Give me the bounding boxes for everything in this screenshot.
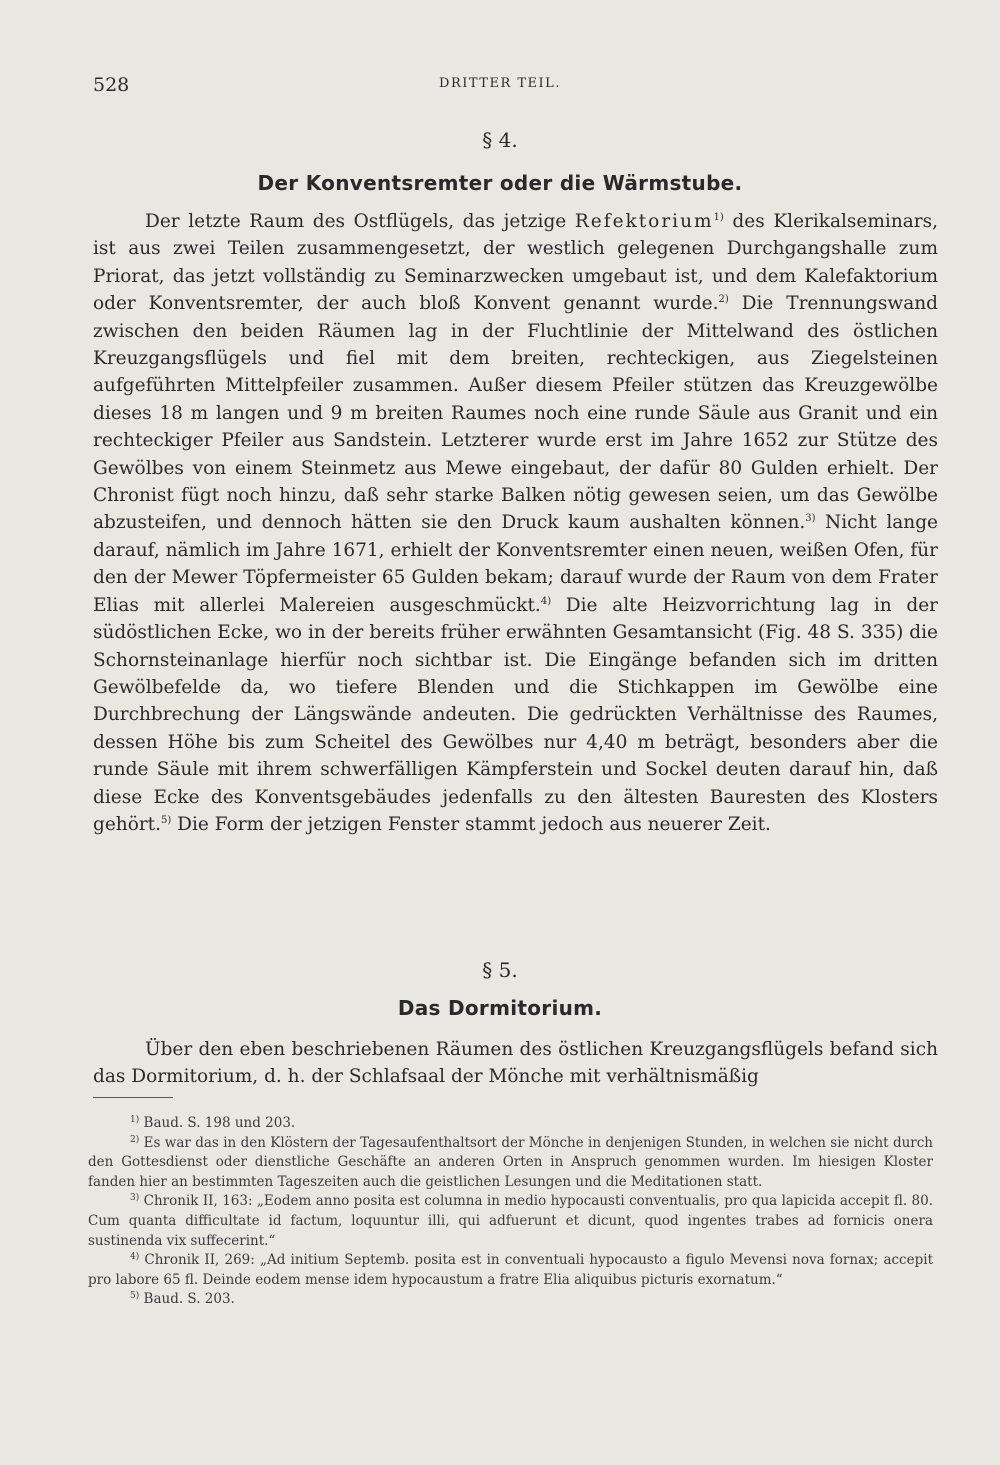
page-number: 528 — [93, 74, 130, 96]
text-run: Nicht lange darauf, nämlich im Jahre 1671, erhielt der Konventsremter einen neuen, weißen Ofen, für den der Mewer Töpfermeister 65 Gulden bekam; darauf wurde der Raum von dem Frater Elias mit allerlei Malereien ausgeschmückt. — [93, 512, 939, 616]
section-4-paragraph — [93, 208, 938, 838]
footnote-mark: 3) — [130, 1193, 140, 1204]
footnote-divider — [93, 1097, 173, 1098]
text-run: des Klerikalseminars, ist aus zwei Teilen zusammengesetzt, der westlich gelegenen Durchgangshalle zum Priorat, das jetzt vollständig zu Seminarzwecken umgebaut ist, und dem Kalefaktorium oder Konventsremter, der auch bloß Konvent genannt wurde. — [93, 211, 938, 315]
footnote-4 — [88, 1251, 933, 1290]
section-4-number: § 4. — [482, 128, 518, 152]
section-4-body — [93, 208, 938, 838]
footnote-3 — [88, 1192, 933, 1251]
footnote-text: Baud. S. 203. — [139, 1291, 235, 1308]
section-4-title: Der Konventsremter oder die Wärmstube. — [257, 171, 743, 195]
footnote-text: Chronik II, 269: „Ad initium Septemb. posita est in conventuali hypocausto a figulo Mevensi nova fornax; accepit pro labore 65 fl. Deinde eodem mense idem hypocaustum a fratre Elia aliquibus picturis exornatum.“ — [88, 1252, 933, 1288]
footnote-ref-1[interactable]: 1) — [713, 212, 724, 223]
page-header — [0, 74, 1000, 98]
section-5-paragraph: Über den eben beschriebenen Räumen des östlichen Kreuzgangsflügels befand sich das Dormitorium, d. h. der Schlafsaal der Mönche mit verhältnismäßig — [93, 1039, 938, 1088]
section-5-body — [93, 1036, 938, 1091]
footnote-mark: 4) — [130, 1252, 140, 1263]
footnote-5 — [88, 1290, 933, 1310]
footnote-2 — [88, 1134, 933, 1193]
footnotes — [88, 1114, 933, 1310]
footnote-mark: 1) — [130, 1115, 140, 1125]
footnote-text: Es war das in den Klöstern der Tagesaufenthaltsort der Mönche in denjenigen Stunden, in welchen sie nicht durch den Gottesdienst oder dienstliche Geschäfte an anderen Orten in Anspruch genommen wurden. Im hiesigen Kloster fanden hier an bestimmten Tageszeiten auch die geistlichen Lesungen und die Meditationen statt. — [88, 1134, 933, 1190]
text-run: Die Form der jetzigen Fenster stammt jedoch aus neuerer Zeit. — [171, 813, 771, 835]
footnote-mark: 2) — [130, 1134, 140, 1145]
footnote-text: Chronik II, 163: „Eodem anno posita est columna in medio hypocausti conventualis, pro qua lapicida accepit fl. 80. Cum quanta difficultate id factum, loquuntur illi, qui adfuerunt et dicunt, quod ingentes trabes ad fornicis onera sustinenda vix suffecerint.“ — [88, 1193, 933, 1249]
section-5-title: Das Dormitorium. — [397, 996, 603, 1020]
footnote-ref-2[interactable]: 2) — [718, 294, 729, 306]
text-run: Der letzte Raum des Ostflügels, das jetzige — [145, 211, 575, 232]
running-head: DRITTER TEIL. — [439, 76, 561, 91]
text-run: Die Trennungswand zwischen den beiden Räumen lag in der Fluchtlinie der Mittelwand des östlichen Kreuzgangsflügels und fiel mit dem breiten, rechteckigen, aus Ziegelsteinen aufgeführten Mittelpfeiler zusammen. Außer diesem Pfeiler stützen das Kreuzgewölbe dieses 18 m langen und 9 m breiten Raumes noch eine runde Säule aus Granit und ein rechteckiger Pfeiler aus Sandstein. Letzterer wurde erst im Jahre 1652 zur Stütze des Gewölbes von einem Steinmetz aus Mewe eingebaut, der dafür 80 Gulden erhielt. Der Chronist fügt noch hinzu, daß sehr starke Balken nötig gewesen seien, um das Gewölbe abzusteifen, und dennoch hätten sie den Druck kaum aushalten können. — [93, 293, 938, 534]
footnote-ref-5[interactable]: 5) — [161, 814, 172, 826]
footnote-ref-3[interactable]: 3) — [805, 513, 816, 525]
spaced-term: Refektorium — [574, 211, 714, 232]
footnote-1 — [88, 1114, 933, 1134]
footnote-mark: 5) — [130, 1291, 140, 1302]
text-run: Die alte Heizvorrichtung lag in der südöstlichen Ecke, wo in der bereits früher erwähnten Gesamtansicht (Fig. 48 S. 335) die Schornsteinanlage hierfür noch sichtbar ist. Die Eingänge befanden sich im dritten Gewölbefelde da, wo tiefere Blenden und die Stichkappen im Gewölbe eine Durchbrechung der Längswände andeuten. Die gedrückten Verhältnisse des Raumes, dessen Höhe bis zum Scheitel des Gewölbes nur 4,40 m beträgt, besonders aber die runde Säule mit ihrem schwerfälligen Kämpferstein und Sockel deuten darauf hin, daß diese Ecke des Konventsgebäudes jedenfalls zu den ältesten Bauresten des Klosters gehört. — [93, 594, 939, 835]
footnote-ref-4[interactable]: 4) — [540, 595, 552, 607]
footnote-text: Baud. S. 198 und 203. — [139, 1115, 296, 1131]
section-5-number: § 5. — [482, 958, 518, 982]
